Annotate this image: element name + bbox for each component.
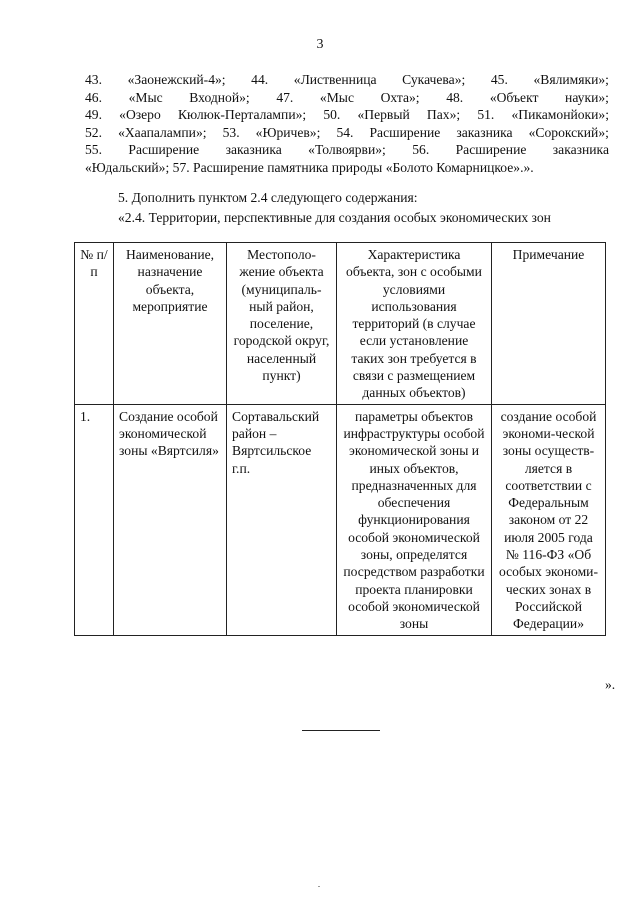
list-word: «Пикамонйоки»; (511, 107, 609, 123)
list-word: 50. (323, 107, 341, 123)
list-word: Охта»; (380, 89, 420, 105)
list-word: 48. (446, 89, 464, 105)
cell-note: создание особой экономи-ческой зоны осуществ-ляется в соответствии с Федеральным законом от 22 июля 2005 года № 116-ФЗ «Об особых экономи-ческих зонах в Российской Федерации» (492, 404, 606, 635)
cell-num: 1. (75, 404, 114, 635)
list-word: Входной»; (189, 89, 250, 105)
list-word: заказника (456, 124, 513, 140)
cell-characteristics: параметры объектов инфраструктуры особой экономической зоны и иных объектов, предназначенных для обеспечения функционирования особой экономической зоны, определятся посредством разработки проекта планировки особой экономической зоны (337, 404, 492, 635)
list-word: 45. (490, 72, 508, 87)
list-word: 56. (412, 142, 430, 158)
paragraph-amend: 5. Дополнить пунктом 2.4 следующего содержания: (118, 190, 418, 205)
list-continuation (85, 71, 609, 177)
list-line (85, 124, 609, 142)
list-word: 55. (85, 142, 102, 158)
list-word: Расширение (369, 124, 441, 140)
header-note: Примечание (492, 243, 606, 405)
scan-dot (318, 886, 320, 887)
list-word: Сукачева»; (402, 72, 466, 87)
list-word: «Мыс (128, 89, 163, 105)
list-word: «Озеро (119, 107, 161, 123)
list-word: «Заонежский-4»; (127, 72, 226, 87)
list-word: «Первый (357, 107, 410, 123)
list-word: 52. (85, 124, 102, 140)
end-rule (302, 730, 380, 731)
closing-quote: ». (605, 677, 616, 692)
table-header-row (75, 243, 606, 405)
list-word: 51. (477, 107, 495, 123)
list-word: «Мыс (319, 89, 354, 105)
list-line (85, 141, 609, 159)
list-line (85, 106, 609, 124)
list-line (85, 71, 609, 89)
header-location: Местополо-жение объекта (муниципаль-ный район, поселение, городской округ, населенный пункт) (227, 243, 337, 405)
cell-name: Создание особой экономической зоны «Вяртсиля» (114, 404, 227, 635)
list-line (85, 89, 609, 107)
list-word: 49. (85, 107, 102, 123)
table-row (75, 404, 606, 635)
list-word: «Юдальский»; 57. Расширение памятника природы «Болото Комарницкое».». (85, 159, 534, 175)
list-word: «Юричев»; (255, 124, 321, 140)
list-word: 54. (336, 124, 354, 140)
list-word: заказника (225, 142, 282, 158)
header-num: № п/п (75, 243, 114, 405)
list-word: «Лиственница (293, 72, 377, 87)
list-word: Пах»; (426, 107, 461, 123)
list-line (85, 159, 609, 177)
header-name: Наименование, назначение объекта, мероприятие (114, 243, 227, 405)
list-word: Расширение (455, 142, 527, 158)
list-word: заказника (552, 142, 609, 158)
list-word: «Объект (489, 89, 539, 105)
header-characteristics: Характеристика объекта, зон с особыми условиями использования территорий (в случае если установление таких зон требуется в связи с размещением данных объектов) (337, 243, 492, 405)
list-word: 47. (276, 89, 294, 105)
cell-location: Сортавальский район – Вяртсильское г.п. (227, 404, 337, 635)
list-word: науки»; (565, 89, 609, 105)
list-word: «Хаапалампи»; (118, 124, 207, 140)
list-word: «Толвоярви»; (308, 142, 386, 158)
zones-table (74, 242, 606, 636)
list-word: 44. (251, 72, 269, 87)
page-number: 3 (316, 37, 324, 52)
list-word: 53. (222, 124, 240, 140)
list-word: Расширение (128, 142, 200, 158)
list-word: «Вялимяки»; (533, 72, 609, 87)
list-word: Кюлюк-Перталампи»; (177, 107, 307, 123)
list-word: 46. (85, 89, 102, 105)
list-word: 43. (85, 72, 102, 87)
paragraph-section-title: «2.4. Территории, перспективные для создания особых экономических зон (118, 210, 551, 225)
list-word: «Сорокский»; (528, 124, 609, 140)
